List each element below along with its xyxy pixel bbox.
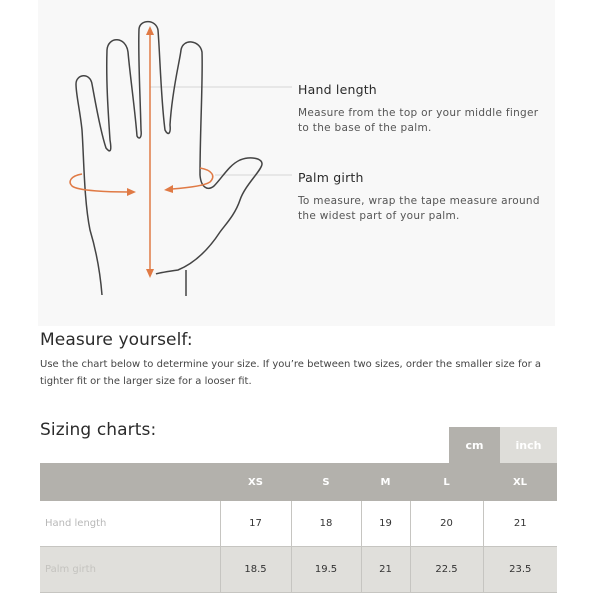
table-cell: 18.5 [220,547,291,593]
table-row [40,547,557,593]
table-cell: 18 [291,501,361,547]
table-cell: 19 [361,501,410,547]
table-cell: 23.5 [483,547,557,593]
palm-girth-label [298,170,548,224]
table-cell: 21 [361,547,410,593]
row-label-hand-length: Hand length [40,501,220,547]
table-cell: 21 [483,501,557,547]
sizing-charts-heading: Sizing charts: [40,420,157,440]
hand-length-description: Measure from the top or your middle finger to the base of the palm. [298,107,539,134]
table-cell: 20 [410,501,483,547]
header-s: S [291,463,361,501]
hand-outline-icon [76,22,262,295]
table-cell: 19.5 [291,547,361,593]
palm-girth-description: To measure, wrap the tape measure around the widest part of your palm. [298,195,540,222]
sizing-table [40,463,557,593]
palm-girth-arrow-icon [70,168,213,196]
hand-length-arrow-icon [146,26,154,278]
table-row [40,501,557,547]
header-empty [40,463,220,501]
measure-yourself-heading: Measure yourself: [40,330,193,350]
hand-length-label [298,82,543,136]
measure-instructions: Use the chart below to determine your size. If you’re between two sizes, order the smaller size for a tighter fit or the larger size for a looser fit. [40,359,542,387]
header-xl: XL [483,463,557,501]
unit-tab-inch[interactable]: inch [500,427,557,463]
header-xs: XS [220,463,291,501]
header-l: L [410,463,483,501]
table-header-row [40,463,557,501]
header-m: M [361,463,410,501]
palm-girth-title: Palm girth [298,170,364,185]
table-cell: 17 [220,501,291,547]
hand-length-title: Hand length [298,82,377,97]
unit-toggle [449,427,557,463]
unit-tab-cm[interactable]: cm [449,427,500,463]
row-label-palm-girth: Palm girth [40,547,220,593]
table-cell: 22.5 [410,547,483,593]
